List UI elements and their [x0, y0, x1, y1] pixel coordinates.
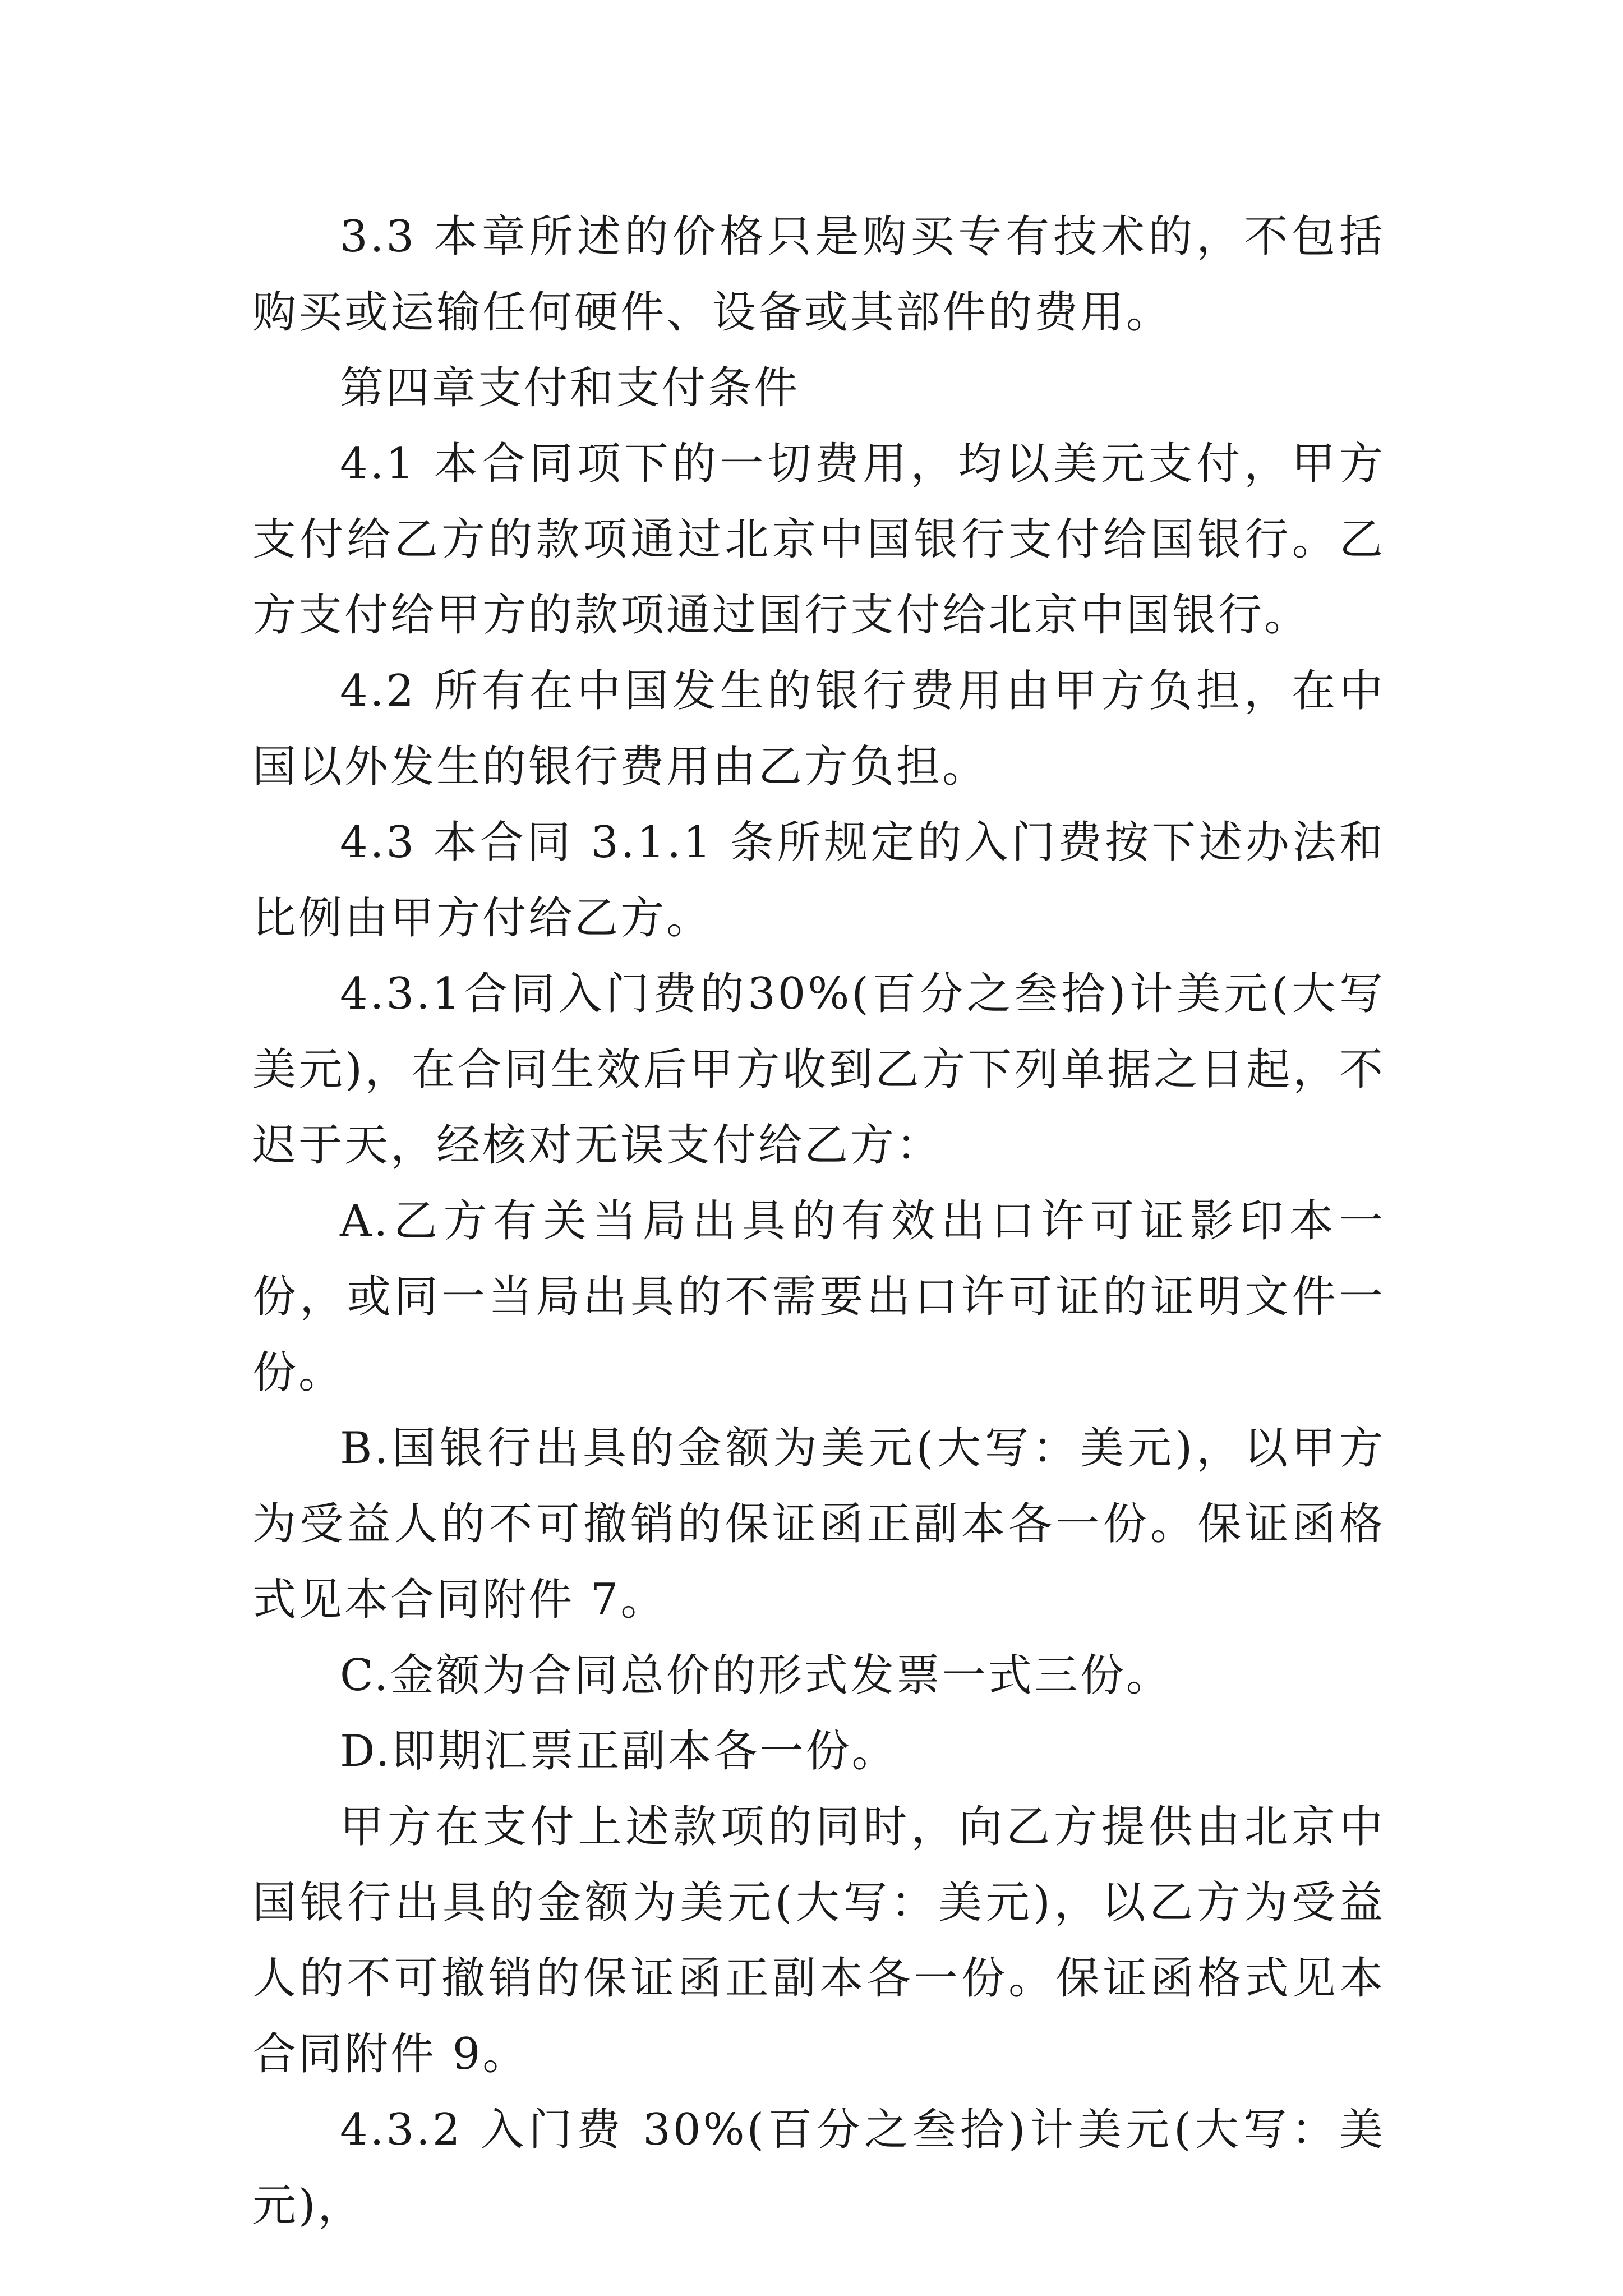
item-a: A.乙方有关当局出具的有效出口许可证影印本一份，或同一当局出具的不需要出口许可证的证明文件一份。 [252, 1196, 1385, 1398]
paragraph-4-1: 4.1 本合同项下的一切费用，均以美元支付，甲方支付给乙方的款项通过北京中国银行支付给国银行。乙方支付给甲方的款项通过国行支付给北京中国银行。 [252, 439, 1385, 641]
paragraph-4-2: 4.2 所有在中国发生的银行费用由甲方负担，在中国以外发生的银行费用由乙方负担。 [252, 666, 1385, 792]
chapter-4-heading: 第四章支付和支付条件 [340, 363, 800, 413]
document-body [252, 199, 1385, 2244]
paragraph-3-3: 3.3 本章所述的价格只是购买专有技术的，不包括购买或运输任何硬件、设备或其部件的费用。 [252, 211, 1385, 338]
paragraph-guarantee: 甲方在支付上述款项的同时，向乙方提供由北京中国银行出具的金额为美元(大写：美元)，以乙方为受益人的不可撤销的保证函正副本各一份。保证函格式见本合同附件 9。 [252, 1802, 1385, 2079]
item-d: D.即期汇票正副本各一份。 [340, 1726, 898, 1777]
paragraph-4-3-2: 4.3.2 入门费 30%(百分之叁拾)计美元(大写：美元)， [252, 2105, 1385, 2231]
paragraph-4-3-1: 4.3.1合同入门费的30%(百分之叁拾)计美元(大写美元)，在合同生效后甲方收到乙方下列单据之日起，不迟于天，经核对无误支付给乙方： [252, 969, 1385, 1171]
item-c: C.金额为合同总价的形式发票一式三份。 [340, 1650, 1172, 1701]
paragraph-4-3: 4.3 本合同 3.1.1 条所规定的入门费按下述办法和比例由甲方付给乙方。 [252, 817, 1385, 944]
item-b: B.国银行出具的金额为美元(大写：美元)，以甲方为受益人的不可撤销的保证函正副本各一份。保证函格式见本合同附件 7。 [252, 1423, 1385, 1625]
